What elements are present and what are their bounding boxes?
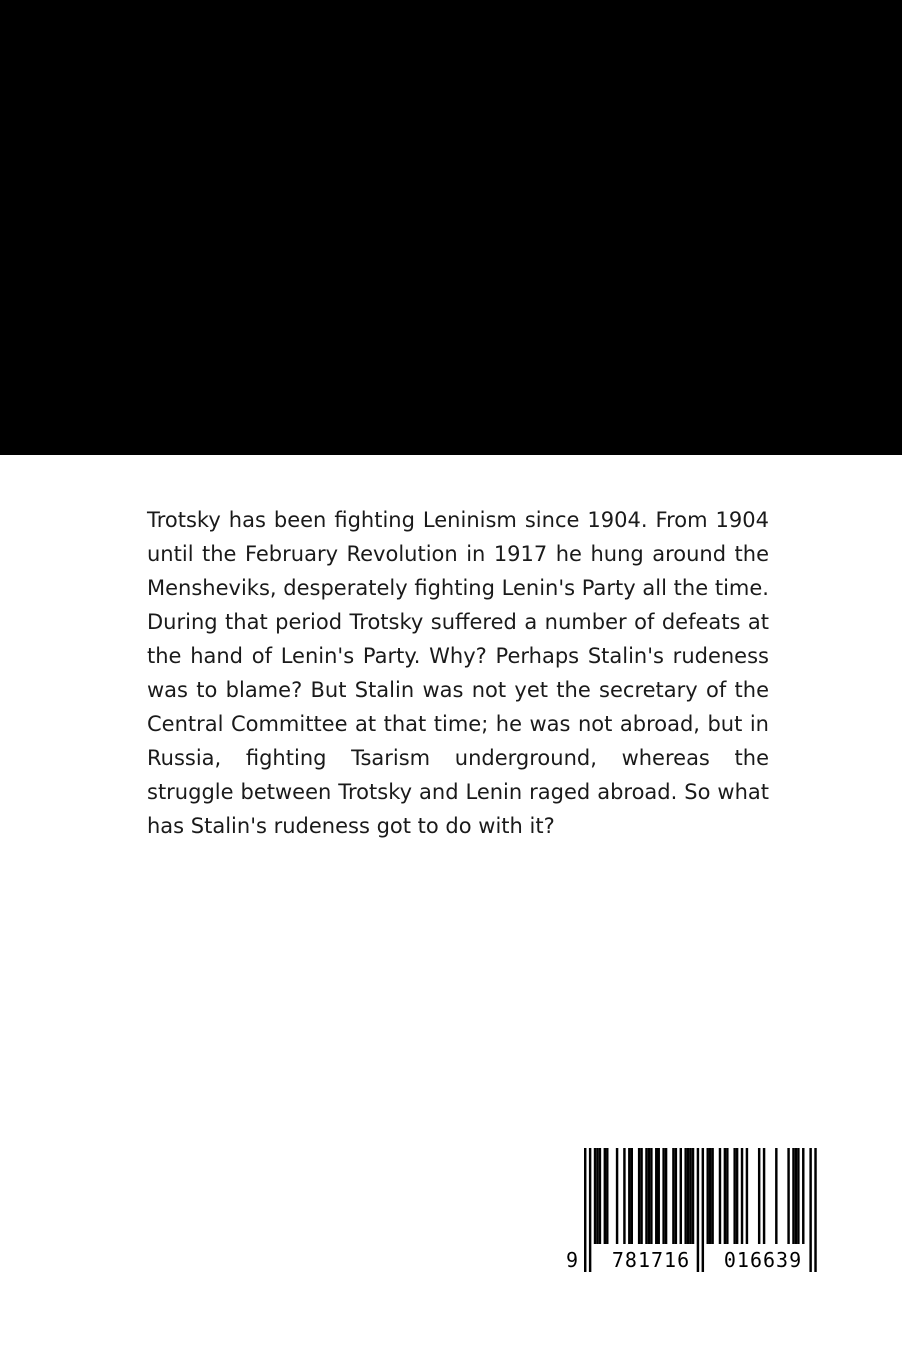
barcode-bar bbox=[680, 1148, 682, 1244]
barcode-bar bbox=[702, 1148, 704, 1272]
barcode-bar bbox=[687, 1148, 689, 1244]
barcode-bar bbox=[623, 1148, 625, 1244]
barcode-bar bbox=[638, 1148, 640, 1244]
barcode-bar bbox=[689, 1148, 691, 1244]
barcode-bar bbox=[594, 1148, 596, 1244]
barcode-bar bbox=[665, 1148, 667, 1244]
barcode-right-digits: 016639 bbox=[723, 1248, 803, 1272]
barcode-bar bbox=[802, 1148, 804, 1244]
barcode-bar bbox=[589, 1148, 591, 1272]
barcode-bar bbox=[604, 1148, 606, 1244]
barcode-bar bbox=[675, 1148, 677, 1244]
barcode-bar bbox=[645, 1148, 647, 1244]
barcode-bar bbox=[707, 1148, 709, 1244]
barcode-graphic bbox=[562, 1148, 824, 1274]
barcode-bar bbox=[631, 1148, 633, 1244]
barcode-bar bbox=[719, 1148, 721, 1244]
barcode-first-digit: 9 bbox=[565, 1248, 579, 1272]
barcode-bar bbox=[616, 1148, 618, 1244]
barcode-bar bbox=[724, 1148, 726, 1244]
barcode-bar bbox=[787, 1148, 789, 1244]
barcode-bar bbox=[655, 1148, 657, 1244]
barcode-bar bbox=[733, 1148, 735, 1244]
barcode-bar bbox=[792, 1148, 794, 1244]
barcode-bar bbox=[697, 1148, 699, 1272]
barcode-bar bbox=[709, 1148, 711, 1244]
barcode-bar bbox=[640, 1148, 642, 1244]
barcode-bar bbox=[672, 1148, 674, 1244]
barcode-bar bbox=[809, 1148, 811, 1272]
barcode-bar bbox=[726, 1148, 728, 1244]
barcode-bar bbox=[797, 1148, 799, 1244]
back-cover-blurb: Trotsky has been fighting Leninism since 1904. From 1904 until the February Revolution in 1917 he hung around the Mensheviks, desperately fighting Lenin's Party all the time. During that period Trotsky suffered a number of defeats at the hand of Lenin's Party. Why? Perhaps Stalin's rudeness was to blame? But Stalin was not yet the secretary of the Central Committee at that time; he was not abroad, but in Russia, fighting Tsarism underground, whereas the struggle between Trotsky and Lenin raged abroad. So what has Stalin's rudeness got to do with it? bbox=[147, 508, 769, 838]
barcode-bar bbox=[758, 1148, 760, 1244]
barcode-bar bbox=[648, 1148, 650, 1244]
cover-top-black-band bbox=[0, 0, 902, 455]
barcode-left-digits: 781716 bbox=[611, 1248, 691, 1272]
barcode-bar bbox=[711, 1148, 713, 1244]
barcode-bar bbox=[628, 1148, 630, 1244]
barcode-bar bbox=[684, 1148, 686, 1244]
barcode-bar bbox=[650, 1148, 652, 1244]
barcode-bar bbox=[746, 1148, 748, 1244]
barcode-bar bbox=[741, 1148, 743, 1244]
barcode-bar bbox=[763, 1148, 765, 1244]
barcode-bar bbox=[606, 1148, 608, 1244]
barcode-bar bbox=[814, 1148, 816, 1272]
barcode-bar bbox=[584, 1148, 586, 1272]
barcode-bar bbox=[775, 1148, 777, 1244]
isbn-barcode bbox=[562, 1148, 824, 1274]
barcode-bar bbox=[599, 1148, 601, 1244]
barcode-bar bbox=[692, 1148, 694, 1244]
barcode-bar bbox=[658, 1148, 660, 1244]
barcode-bar bbox=[596, 1148, 598, 1244]
barcode-bar bbox=[662, 1148, 664, 1244]
barcode-bar bbox=[795, 1148, 797, 1244]
barcode-bar bbox=[736, 1148, 738, 1244]
